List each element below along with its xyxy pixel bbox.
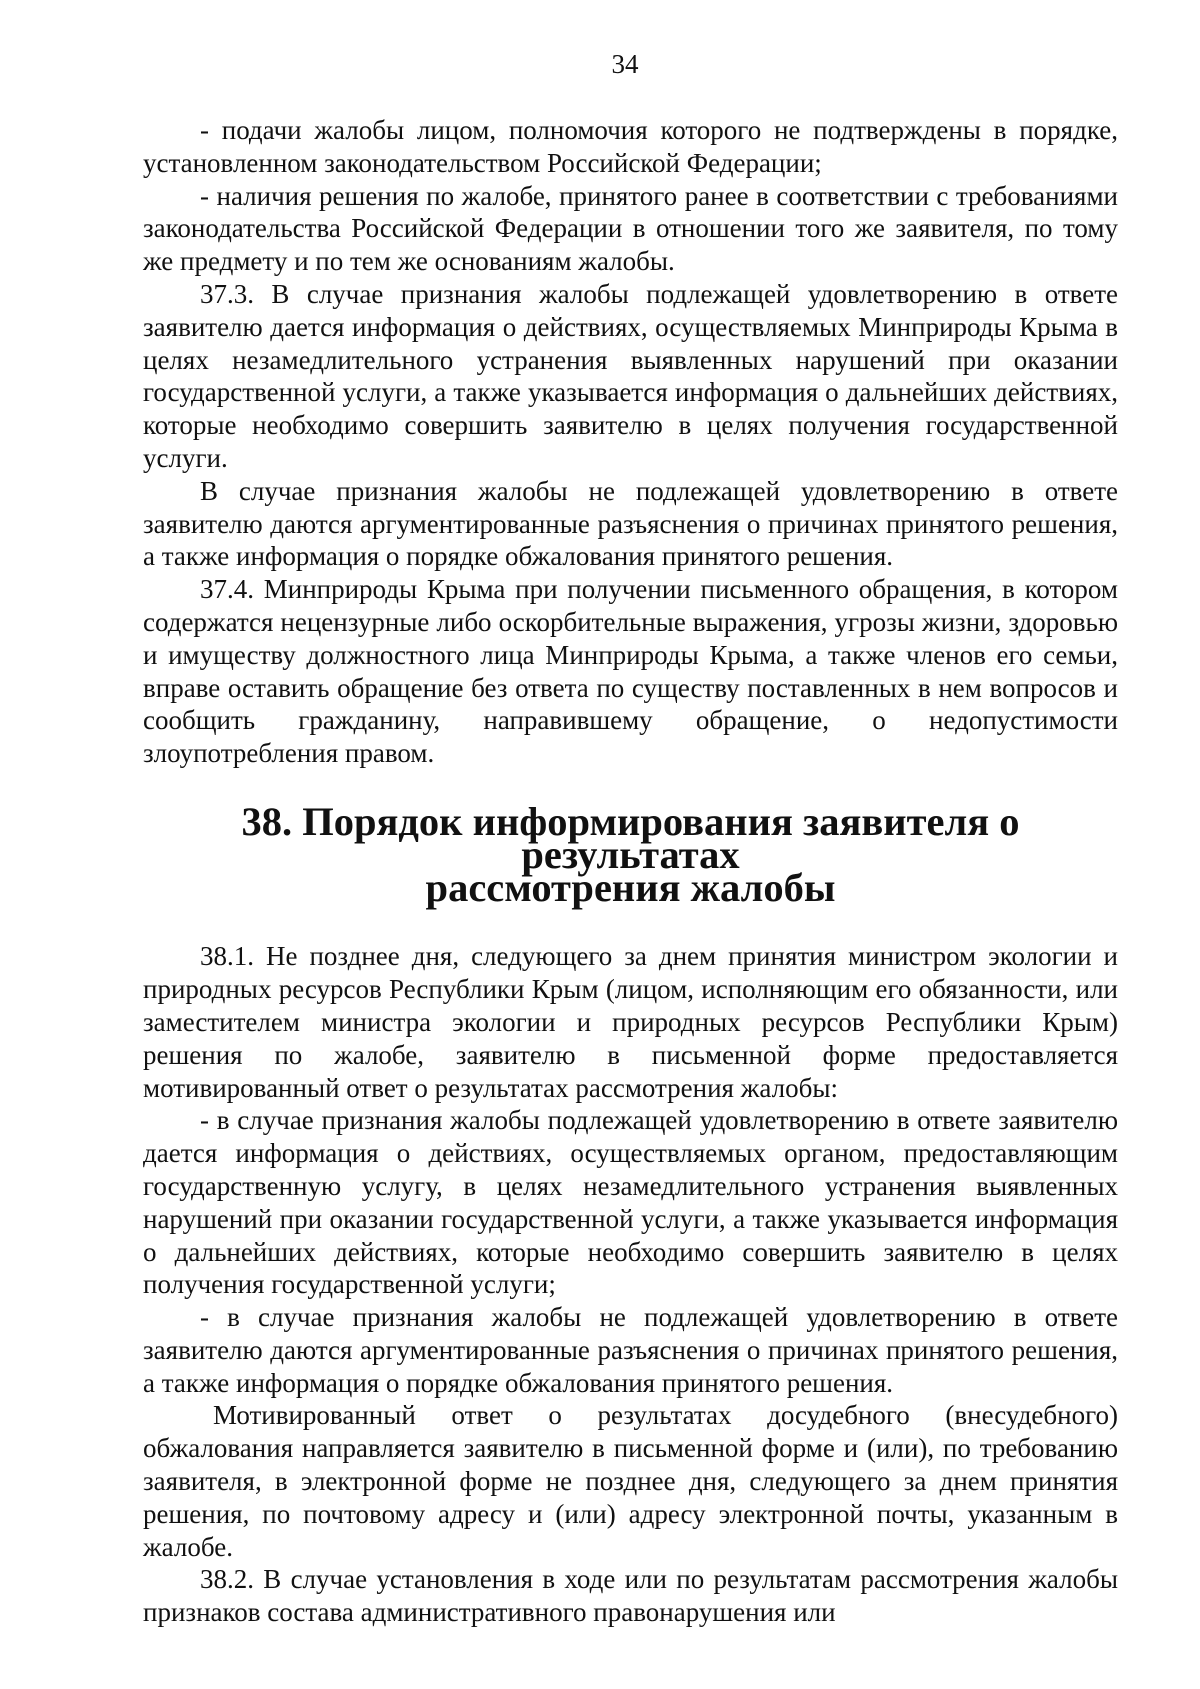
section-heading-38 [143, 798, 1118, 910]
paragraph-appeal-authority: - подачи жалобы лицом, полномочия которого не подтверждены в порядке, установленном законодательством Российской Федерации; [143, 115, 1118, 178]
paragraph-complaint-not-satisfied: - в случае признания жалобы не подлежащей удовлетворению в ответе заявителю даются аргументированные разъяснения о причинах принятого решения, а также информация о порядке обжалования принятого решения. [143, 1302, 1118, 1398]
paragraph-complaint-satisfied: - в случае признания жалобы подлежащей удовлетворению в ответе заявителю дается информация о действиях, осуществляемых органом, предоставляющим государственную услугу, в целях незамедлительного устранения выявленных нарушений при оказании государственной услуги, а также указывается информация о дальнейших действиях, которые необходимо совершить заявителю в целях получения государственной услуги; [143, 1105, 1118, 1300]
document-body [143, 114, 1118, 1629]
paragraph-38-2: 38.2. В случае установления в ходе или по результатам рассмотрения жалобы признаков состава административного правонарушения или [143, 1564, 1118, 1628]
paragraph-complaint-rejected: В случае признания жалобы не подлежащей удовлетворению в ответе заявителю даются аргументированные разъяснения о причинах принятого решения, а также информация о порядке обжалования принятого решения. [143, 475, 1118, 572]
paragraph-38-1: 38.1. Не позднее дня, следующего за днем принятия министром экологии и природных ресурсов Республики Крым (лицом, исполняющим его обязанности, или заместителем министра экологии и природных ресурсов Республики Крым) решения по жалобе, заявителю в письменной форме предоставляется мотивированный ответ о результатах рассмотрения жалобы: [143, 941, 1118, 1103]
paragraph-motivated-answer: Мотивированный ответ о результатах досудебного (внесудебного) обжалования направляется заявителю в письменной форме и (или), по требованию заявителя, в электронной форме не позднее дня, следующего за днем принятия решения, по почтовому адресу и (или) адресу электронной почты, указанным в жалобе. [143, 1400, 1118, 1562]
section-heading-line-2: рассмотрения жалобы [425, 864, 836, 910]
paragraph-previous-decision: - наличия решения по жалобе, принятого ранее в соответствии с требованиями законодательства Российской Федерации в отношении того же заявителя, по тому же предмету и по тем же основаниям жалобы. [143, 180, 1118, 277]
paragraph-37-3: 37.3. В случае признания жалобы подлежащей удовлетворению в ответе заявителю дается информация о действиях, осуществляемых Минприроды Крыма в целях незамедлительного устранения выявленных нарушений при оказании государственной услуги, а также указывается информация о дальнейших действиях, которые необходимо совершить заявителю в целях получения государственной услуги. [143, 278, 1118, 473]
paragraph-37-4: 37.4. Минприроды Крыма при получении письменного обращения, в котором содержатся нецензурные либо оскорбительные выражения, угрозы жизни, здоровью и имуществу должностного лица Минприроды Крыма, а также членов его семьи, вправе оставить обращение без ответа по существу поставленных в нем вопросов и сообщить гражданину, направившему обращение, о недопустимости злоупотребления правом. [143, 574, 1118, 769]
section-heading-line-1: 38. Порядок информирования заявителя о результатах [241, 798, 1020, 877]
page-number: 34 [611, 49, 639, 79]
